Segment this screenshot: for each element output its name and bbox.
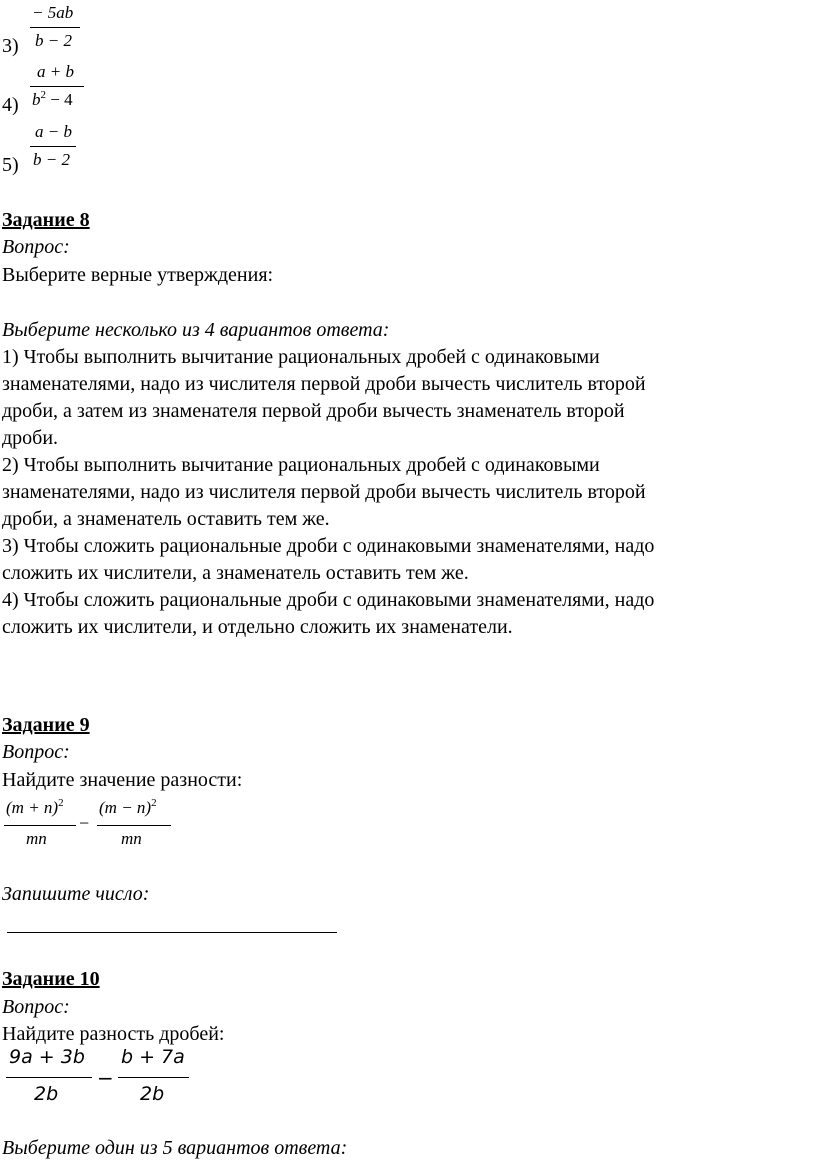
- task-8-instruction: Выберите несколько из 4 вариантов ответа:: [2, 319, 390, 341]
- fraction-bar: [30, 86, 84, 87]
- fraction-bar: [97, 825, 171, 826]
- answer-line[interactable]: 3) Чтобы сложить рациональные дроби с одинаковыми знаменателями, надо: [2, 535, 655, 557]
- option-4-numerator: a + b: [37, 62, 74, 81]
- task-8-answer-options: [2, 344, 654, 641]
- task-10-fraction-2-denominator: 2b: [140, 1083, 165, 1105]
- task-10-fraction-2-numerator: b + 7a: [121, 1046, 185, 1068]
- fraction-bar: [118, 1077, 189, 1078]
- fraction-bar: [30, 146, 76, 147]
- task-9-fraction-2-numerator: $(m - n)^2$: [99, 797, 157, 817]
- answer-line[interactable]: 4) Чтобы сложить рациональные дроби с одинаковыми знаменателями, надо: [2, 589, 655, 611]
- task-8-question-label: Вопрос:: [2, 236, 70, 258]
- option-3-denominator: b − 2: [35, 31, 72, 50]
- task-10-fraction-1-numerator: 9a + 3b: [9, 1046, 85, 1068]
- fraction-bar: [30, 27, 80, 28]
- option-5-denominator: b − 2: [33, 150, 70, 169]
- option-4-label: 4): [2, 94, 19, 116]
- answer-line[interactable]: дроби, а знаменатель оставить тем же.: [2, 508, 330, 530]
- option-5-label: 5): [2, 154, 19, 176]
- task-9-fraction-1-denominator: mn: [26, 829, 47, 848]
- task-8-title: Задание 8: [2, 209, 90, 231]
- minus-sign: −: [79, 813, 90, 833]
- task-10-instruction: Выберите один из 5 вариантов ответа:: [2, 1137, 348, 1159]
- task-10-question-label: Вопрос:: [2, 996, 70, 1018]
- answer-line[interactable]: дроби.: [2, 427, 59, 449]
- option-3-label: 3): [2, 35, 19, 57]
- fraction-bar: [4, 825, 76, 826]
- answer-line[interactable]: 1) Чтобы выполнить вычитание рациональных дробей с одинаковыми: [2, 346, 600, 368]
- task-9-instruction: Запишите число:: [2, 883, 150, 905]
- option-5-numerator: a − b: [35, 122, 72, 141]
- answer-line[interactable]: знаменателями, надо из числителя первой дроби вычесть числитель второй: [2, 481, 646, 503]
- task-10-fraction-1-denominator: 2b: [34, 1083, 59, 1105]
- answer-line[interactable]: сложить их числители, и отдельно сложить их знаменатели.: [2, 616, 513, 638]
- minus-sign: −: [97, 1066, 114, 1090]
- task-10-question: Найдите разность дробей:: [2, 1023, 225, 1045]
- fraction-bar: [6, 1077, 92, 1078]
- answer-line[interactable]: сложить их числители, а знаменатель оставить тем же.: [2, 562, 469, 584]
- option-3-numerator: − 5ab: [32, 3, 74, 22]
- task-9-question-label: Вопрос:: [2, 741, 70, 763]
- task-10-title: Задание 10: [2, 968, 100, 990]
- task-8-question: Выберите верные утверждения:: [2, 264, 274, 286]
- answer-line[interactable]: дроби, а затем из знаменателя первой дроби вычесть знаменатель второй: [2, 400, 625, 422]
- answer-line[interactable]: 2) Чтобы выполнить вычитание рациональных дробей с одинаковыми: [2, 454, 600, 476]
- option-4-denominator: $b^2 - 4$: [32, 89, 73, 109]
- task-9-question: Найдите значение разности:: [2, 769, 243, 791]
- task-9-fraction-1-numerator: $(m + n)^2$: [6, 797, 64, 817]
- task-9-title: Задание 9: [2, 714, 90, 736]
- answer-line[interactable]: знаменателями, надо из числителя первой дроби вычесть числитель второй: [2, 373, 646, 395]
- answer-input-line[interactable]: [7, 932, 337, 933]
- task-9-fraction-2-denominator: mn: [121, 829, 142, 848]
